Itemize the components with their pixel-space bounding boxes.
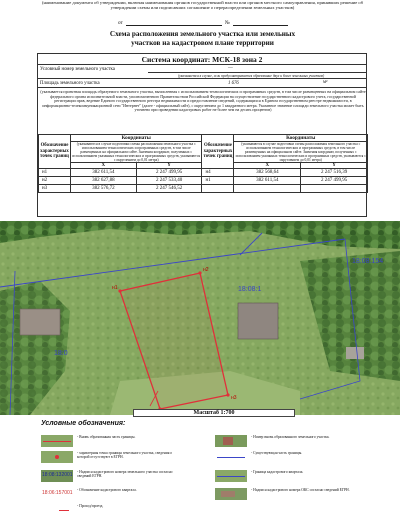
shed-east xyxy=(346,347,364,359)
legend-item-quarter-boundary xyxy=(215,470,351,482)
point-cell xyxy=(202,185,234,193)
legend-item-new-boundary xyxy=(41,435,177,447)
y-cell: 2 247 546,52 xyxy=(136,185,202,193)
x-cell: 382 611,54 xyxy=(234,177,301,185)
point-cell: н2 xyxy=(39,177,71,185)
x-header-left: X xyxy=(70,163,136,169)
area-label: Площадь земельного участка xyxy=(40,81,100,86)
swatch-label: 18:06:157001 xyxy=(42,490,73,496)
quarter-label-top-right: 18:08:154 xyxy=(352,258,384,265)
legend xyxy=(0,417,400,529)
x-cell: 382 611,54 xyxy=(70,169,136,177)
coords-header-right: Координаты xyxy=(234,135,368,142)
existing-boundary-swatch xyxy=(215,451,247,463)
point-label-n3: н3 xyxy=(231,395,237,401)
building-east xyxy=(238,303,278,339)
coords-desc-right: (указываются в случае подготовки схемы расположения земельного участка с использованием технологических и программных средств, в том числе размещенных на официальном сайте. Значения координат, полученных с использованием указанных технологических и программных средств, указываются с округлением до 0,01 метра) xyxy=(235,142,366,163)
boundary-point-n2[interactable] xyxy=(198,271,201,274)
number-underline xyxy=(233,21,288,26)
coordinates-table xyxy=(38,134,368,193)
legend-item-new-parcel-number xyxy=(215,435,351,447)
legend-text: - Вновь образованная часть границы. xyxy=(77,435,136,439)
legend-title: Условные обозначения: xyxy=(41,420,126,427)
legend-text: - Существующая часть границы. xyxy=(251,451,303,455)
passage-swatch xyxy=(41,504,73,516)
quarter-swatch xyxy=(41,488,73,500)
legend-text: - Проход/проезд. xyxy=(77,504,104,508)
x-header-right: X xyxy=(234,163,301,169)
point-label-n2: н2 xyxy=(203,267,209,273)
legend-item-passage xyxy=(41,504,177,516)
point-cell: н4 xyxy=(202,169,234,177)
area-row xyxy=(38,79,366,88)
new-parcel-swatch xyxy=(215,435,247,447)
coordinate-system-title: Система координат: МСК-18 зона 2 xyxy=(38,54,366,65)
point-cell: н1 xyxy=(39,169,71,177)
new-boundary-swatch xyxy=(41,435,73,447)
legend-text: - Номер вновь образованного земельного участка. xyxy=(251,435,330,439)
boundary-point-n3[interactable] xyxy=(226,393,229,396)
x-cell: 382 576,72 xyxy=(70,185,136,193)
document-title xyxy=(40,30,365,48)
y-cell: 2 247 533,40 xyxy=(136,177,202,185)
point-swatch xyxy=(41,451,73,463)
conditional-number-label: Условный номер земельного участка xyxy=(40,67,115,72)
table-row xyxy=(39,177,368,185)
area-notice: (указывается проектная площадь образуемого земельного участка, вычисленная с использованием технологических и программных средств, в том числе размещенных на официальном сайте федерального органа исполнительной власти, уполномоченного Правительством Российской Федерации на осуществление государственного кадастрового учета, государственной регистрации прав, ведение Единого государственного реестра недвижимости и предоставление сведений, содержащихся в Едином государственном реестре недвижимости, в информационно-телекоммуникационной сети "Интернет" (далее - официальный сайт), с округлением до 1 квадратного метра. Указанное значение площади земельного участка может быть уточнено при проведении кадастровых работ не более чем на десять процентов) xyxy=(40,89,366,112)
legend-item-point xyxy=(41,451,177,463)
point-cell: н3 xyxy=(39,185,71,193)
y-cell: 2 247 516,39 xyxy=(301,169,368,177)
y-cell xyxy=(301,185,368,193)
parcel-number-swatch xyxy=(41,470,73,482)
legend-text: - Обозначение кадастрового квартала. xyxy=(77,488,137,492)
points-header-left: Обозначение характерных точек границ xyxy=(39,135,71,169)
coords-desc-left: (указываются в случае подготовки схемы расположения земельного участка с использованием технологических и программных средств, в том числе размещенных на официальном сайте. Значения координат, полученных с использованием указанных технологических и программных средств, указываются с округлением до 0,01 метра) xyxy=(72,142,201,163)
point-cell: н1 xyxy=(202,177,234,185)
swatch-label: 18:08:132001 xyxy=(42,472,73,478)
area-value: 1 676 xyxy=(228,81,239,86)
legend-item-existing-boundary xyxy=(215,451,351,463)
number-label: № xyxy=(225,20,230,26)
title-line-1: Схема расположения земельного участка или земельных xyxy=(109,30,296,38)
legend-item-oks-number xyxy=(215,488,351,500)
table-row xyxy=(39,169,368,177)
y-header-right: Y xyxy=(301,163,368,169)
parcel-label-main: 18:08:1 xyxy=(238,286,262,293)
legend-text: - характерная точка границы земельного участка, сведения о которой отсутствуют в ЕГРН. xyxy=(77,451,173,460)
boundary-point-n1[interactable] xyxy=(118,289,121,292)
conditional-number-hint: (указывается в случае, если предусматривается образование двух и более земельных участков) xyxy=(178,73,325,78)
y-header-left: Y xyxy=(136,163,202,169)
parcel-label-west: 18:0 xyxy=(54,350,68,357)
y-cell: 2 247 499,95 xyxy=(136,169,202,177)
conditional-number-row xyxy=(38,65,366,79)
points-header-right: Обозначение характерных точек границ xyxy=(202,135,234,169)
coords-header-left: Координаты xyxy=(70,135,202,142)
x-cell xyxy=(234,185,301,193)
title-line-2: участков на кадастровом плане территории xyxy=(131,39,274,47)
building-west xyxy=(20,309,60,335)
area-unit: м² xyxy=(323,80,328,85)
x-cell: 382 627,88 xyxy=(70,177,136,185)
map-scale: Масштаб 1:700 xyxy=(133,409,295,417)
x-cell: 382 568,64 xyxy=(234,169,301,177)
table-row xyxy=(39,185,368,193)
approval-date-line xyxy=(118,20,288,26)
conditional-number-value: — xyxy=(228,66,233,71)
legend-text: - Надпися кадастрового номера земельного участка согласно сведений ЕГРН. xyxy=(77,470,173,479)
legend-text: - Надпися кадастрового номера ОКС согласно сведений ЕГРН. xyxy=(251,488,350,492)
legend-text: - Граница кадастрового квартала. xyxy=(251,470,304,474)
map-canvas xyxy=(0,221,400,415)
legend-item-quarter xyxy=(41,488,177,500)
cadastral-map[interactable] xyxy=(0,221,400,415)
legend-item-parcel-number xyxy=(41,470,177,482)
point-label-n1: н1 xyxy=(112,285,118,291)
from-label: от xyxy=(118,20,123,26)
oks-number-swatch xyxy=(215,488,247,500)
y-cell: 2 247 499,95 xyxy=(301,177,368,185)
coordinates-frame xyxy=(37,53,367,217)
quarter-boundary-swatch xyxy=(215,470,247,482)
intro-note: (наименование документа об утверждении, включая наименования органов государственной власти или органов местного самоуправления, принявших решение об утверждении схемы или подписавших соглашение о перераспределении земельных участков) xyxy=(41,0,364,11)
date-underline xyxy=(126,21,222,26)
